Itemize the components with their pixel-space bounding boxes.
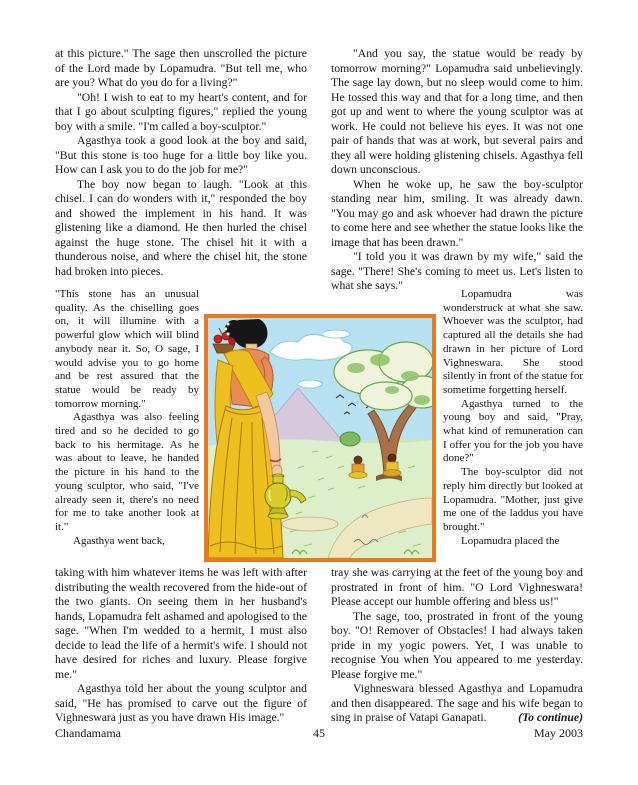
story-paragraph: Agasthya was also feeling tired and so he decided to go back to his hermitage. As he was about to leave, he handed the picture in his hand to the young sculptor, who said, "I've already seen it, there's no need for me to take another look at it.": [55, 411, 199, 533]
story-paragraph: "I told you it was drawn by my wife," said the sage. "There! She's coming to meet us. Let's listen to what she says.": [331, 250, 583, 292]
story-illustration-frame: [204, 314, 436, 562]
story-paragraph: Agasthya took a good look at the boy and said, "But this stone is too huge for a little boy like you. How can I ask you to do the job for me?": [55, 134, 307, 176]
story-paragraph: taking with him whatever items he was left with after distributing the wealth recovered from the hide-out of the two giants. On seeing them in her husband's hands, Lopamudra felt ashamed and apologised to the sage. "When I'm wedded to a hermit, I must also decide to lead the life of a hermit's wife. I should not have desired for riches and luxury. Please forgive me.": [55, 566, 307, 681]
story-paragraph: at this picture." The sage then unscrolled the picture of the Lord made by Lopamudra. "But tell me, who are you? What do you do for a living?": [55, 47, 307, 89]
footer-magazine-title: Chandamama: [55, 726, 121, 740]
story-paragraph: The sage, too, prostrated in front of the young boy. "O! Remover of Obstacles! I had always taken pride in my yogic powers. Yet, I was unable to recognise You when You appeared to me yesterday. Please forgive me.": [331, 609, 583, 681]
story-paragraph: When he woke up, he saw the boy-sculptor standing near him, smiling. It was already dawn. "You may go and ask whoever had drawn the picture to come here and see whether the statue looks like the image that has been drawn.": [331, 177, 583, 249]
story-paragraph: Agasthya turned to the young boy and said, "Pray, what kind of remuneration can I offer you for the job you have done?": [443, 397, 583, 465]
story-paragraph: The boy now began to laugh. "Look at this chisel. I can do wonders with it," responded the boy and showed the implement in his hand. It was glistening like a diamond. He then hurled the chisel against the huge stone. The chisel hit it with a thunderous noise, and where the chisel hit, the stone had broken into pieces.: [55, 177, 307, 278]
page-footer: [55, 726, 583, 741]
story-paragraph: [331, 682, 583, 726]
story-paragraph: tray she was carrying at the feet of the young boy and prostrated in front of him. "O Lord Vighneswara! Please accept our humble offering and bless us!": [331, 566, 583, 608]
story-paragraph: "Oh! I wish to eat to my heart's content, and for that I go about sculpting figures," replied the young boy with a smile. "I'm called a boy-sculptor.": [55, 90, 307, 133]
story-paragraph: Lopamudra placed the: [461, 534, 560, 547]
bush: [340, 432, 360, 446]
footer-issue-date: May 2003: [534, 726, 583, 740]
story-paragraph: The boy-sculptor did not reply him directly but looked at Lopamudra. "Mother, just give me one of the laddus you have brought.": [443, 466, 583, 533]
story-text: Vighneswara blessed Agasthya and Lopamudra and then disappeared. The sage and his wife began to sing in praise of Vatapi Ganapati.: [331, 682, 583, 724]
right-column-narrow: [443, 288, 583, 548]
illustration-drawing: [208, 318, 432, 558]
right-column-bottom: [331, 566, 583, 726]
to-continue-label: (To continue): [518, 711, 583, 724]
left-column-bottom: [55, 566, 307, 726]
right-column-top: [331, 47, 583, 294]
left-column-narrow: [55, 288, 199, 548]
story-paragraph: Lopamudra was wonderstruck at what she saw. Whoever was the sculptor, had captured all the details she had drawn in her picture of Lord Vighneswara. She stood silently in front of the statue for sometime forgetting herself.: [443, 288, 583, 396]
footer-page-number: 45: [313, 726, 325, 740]
story-paragraph: Agasthya told her about the young sculptor and said, "He has promised to carve out the figure of Vighneswara just as you have drawn His image.": [55, 682, 307, 724]
left-column-top: [55, 47, 307, 279]
story-paragraph: "And you say, the statue would be ready by tomorrow morning?" Lopamudra said unbelievingly. The sage lay down, but no sleep would come to him. He tossed this way and that for a long time, and then got up and went to where the young sculptor was at work. He could not believe his eyes. It was not one pair of hands that was at work, but several pairs and they all were holding glistening chisels. Agasthya fell down unconscious.: [331, 47, 583, 176]
story-paragraph: Agasthya went back,: [73, 534, 165, 547]
story-paragraph: "This stone has an unusual quality. As the chiselling goes on, it will illumine with a powerful glow which will blind anybody near it. So, O sage, I would advise you to go home and be rest assured that the statue would be ready by tomorrow morning.": [55, 288, 199, 410]
